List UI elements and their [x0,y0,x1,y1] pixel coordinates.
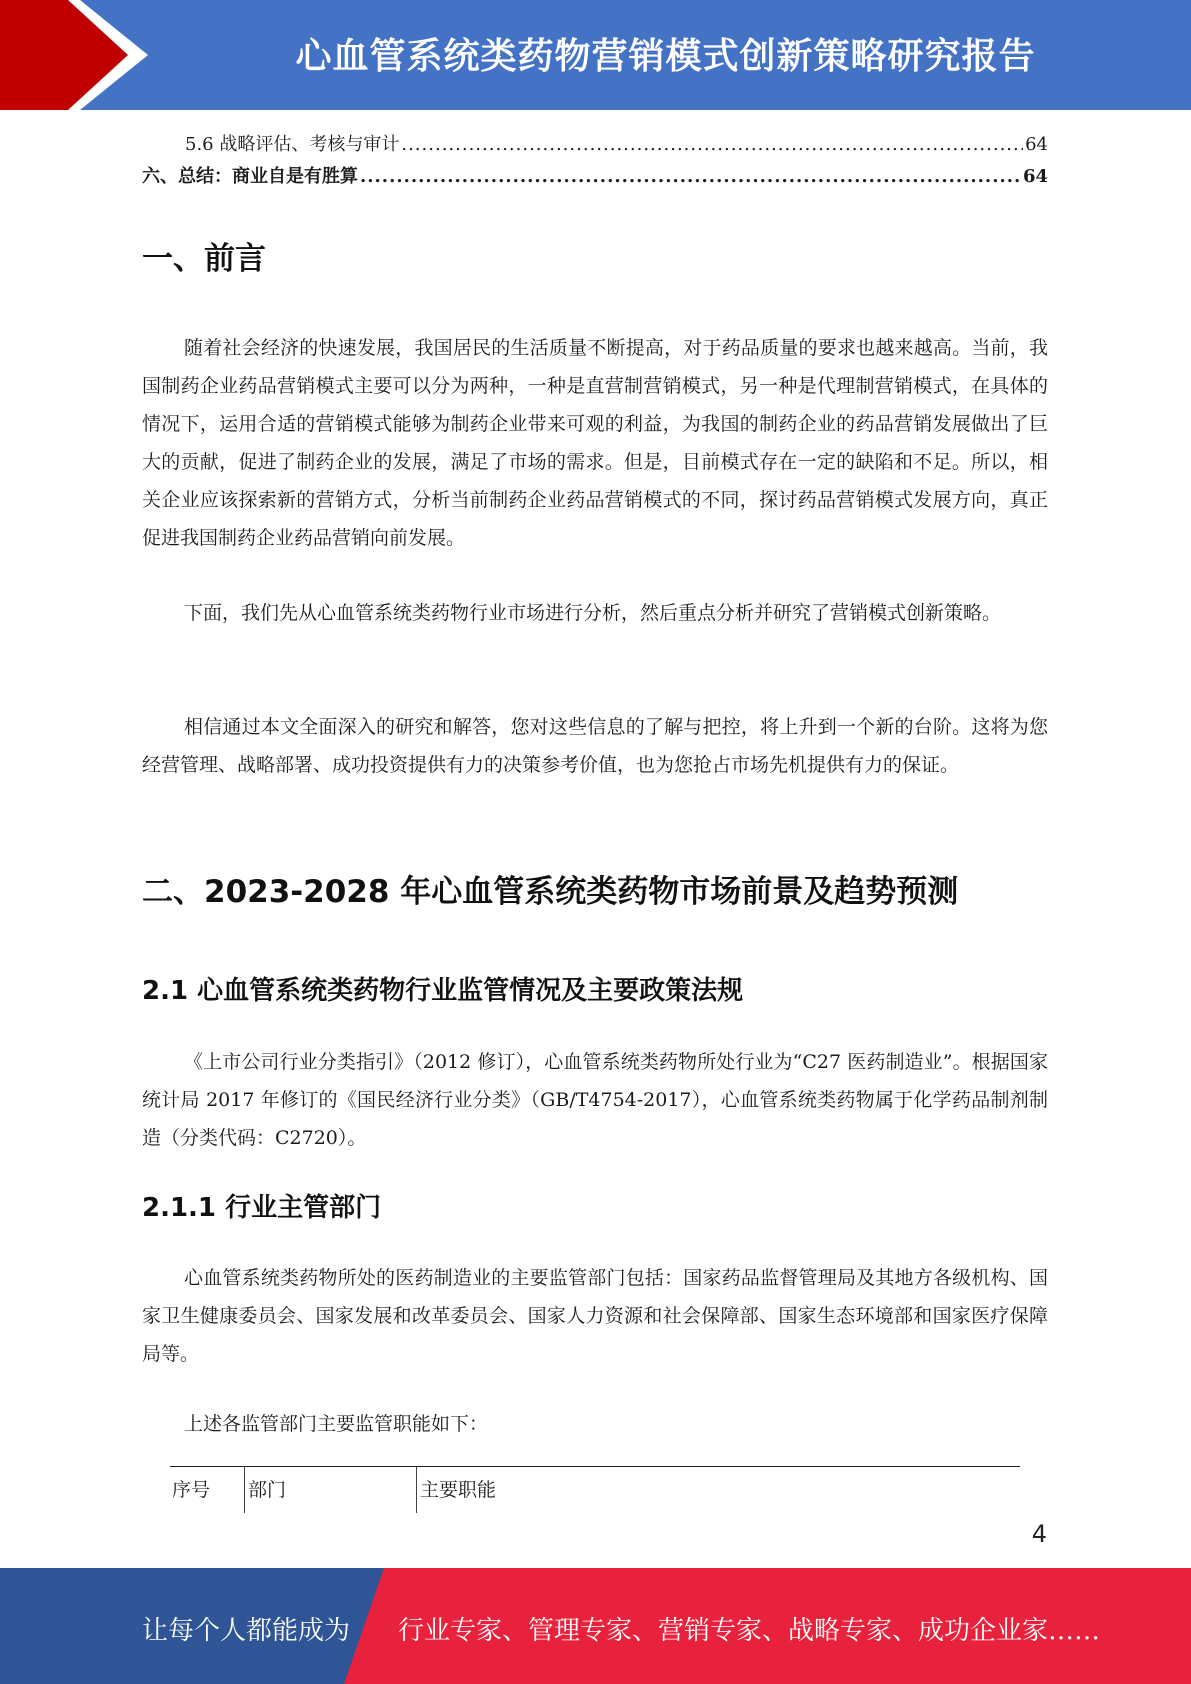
toc-entry-page: 64 [1025,134,1048,155]
paragraph: 上述各监管部门主要监管职能如下： [184,1413,489,1435]
paragraph: 《上市公司行业分类指引》（2012 修订），心血管系统类药物所处行业为“C27 医药制造业”。根据国家统计局 2017 年修订的《国民经济行业分类》（GB/T4754-2017），心血管系统类药物属于化学药品制剂制造（分类代码：C2720）。 [142,1051,1048,1149]
toc-entry[interactable] [185,130,1048,156]
table-header-row [170,1467,1020,1513]
footer-slogan-right: 行业专家、管理专家、营销专家、战略专家、成功企业家…… [398,1616,1101,1646]
header-banner [0,0,1191,110]
toc-leader [360,166,1021,187]
toc-entry-label: 5.6 战略评估、考核与审计 [185,134,400,155]
paragraph: 心血管系统类药物所处的医药制造业的主要监管部门包括：国家药品监督管理局及其地方各级机构、国家卫生健康委员会、国家发展和改革委员会、国家人力资源和社会保障部、国家生态环境部和国家医疗保障局等。 [142,1267,1048,1365]
paragraph: 随着社会经济的快速发展，我国居民的生活质量不断提高，对于药品质量的要求也越来越高。当前，我国制药企业药品营销模式主要可以分为两种，一种是直营制营销模式，另一种是代理制营销模式，在具体的情况下，运用合适的营销模式能够为制药企业带来可观的利益，为我国的制药企业的药品营销发展做出了巨大的贡献，促进了制药企业的发展，满足了市场的需求。但是，目前模式存在一定的缺陷和不足。所以，相关企业应该探索新的营销方式，分析当前制药企业药品营销模式的不同，探讨药品营销模式发展方向，真正促进我国制药企业药品营销向前发展。 [142,337,1048,549]
paragraph: 相信通过本文全面深入的研究和解答，您对这些信息的了解与把控，将上升到一个新的台阶。这将为您经营管理、战略部署、成功投资提供有力的决策参考价值，也为您抢占市场先机提供有力的保证。 [142,716,1048,776]
table-header-cell: 主要职能 [420,1479,497,1501]
toc-entry[interactable] [142,162,1048,188]
table-header-cell: 序号 [170,1467,245,1513]
departments-table [170,1466,1020,1513]
paragraph: 下面，我们先从心血管系统类药物行业市场进行分析，然后重点分析并研究了营销模式创新策略。 [184,602,1002,624]
section-heading: 二、2023-2028 年心血管系统类药物市场前景及趋势预测 [142,874,959,910]
table-header-cell: 部门 [245,1467,417,1513]
toc-entry-page: 64 [1022,166,1048,187]
footer-banner [0,1568,1191,1684]
footer-slogan-left: 让每个人都能成为 [142,1616,351,1646]
toc-leader [401,134,1023,155]
section-heading: 一、前言 [142,241,266,277]
subsubsection-heading: 2.1.1 行业主管部门 [142,1193,382,1223]
toc-entry-label: 六、总结：商业自是有胜算 [142,166,358,187]
page-number: 4 [1031,1520,1047,1548]
subsection-heading: 2.1 心血管系统类药物行业监管情况及主要政策法规 [142,976,744,1006]
report-title: 心血管系统类药物营销模式创新策略研究报告 [295,36,1036,77]
